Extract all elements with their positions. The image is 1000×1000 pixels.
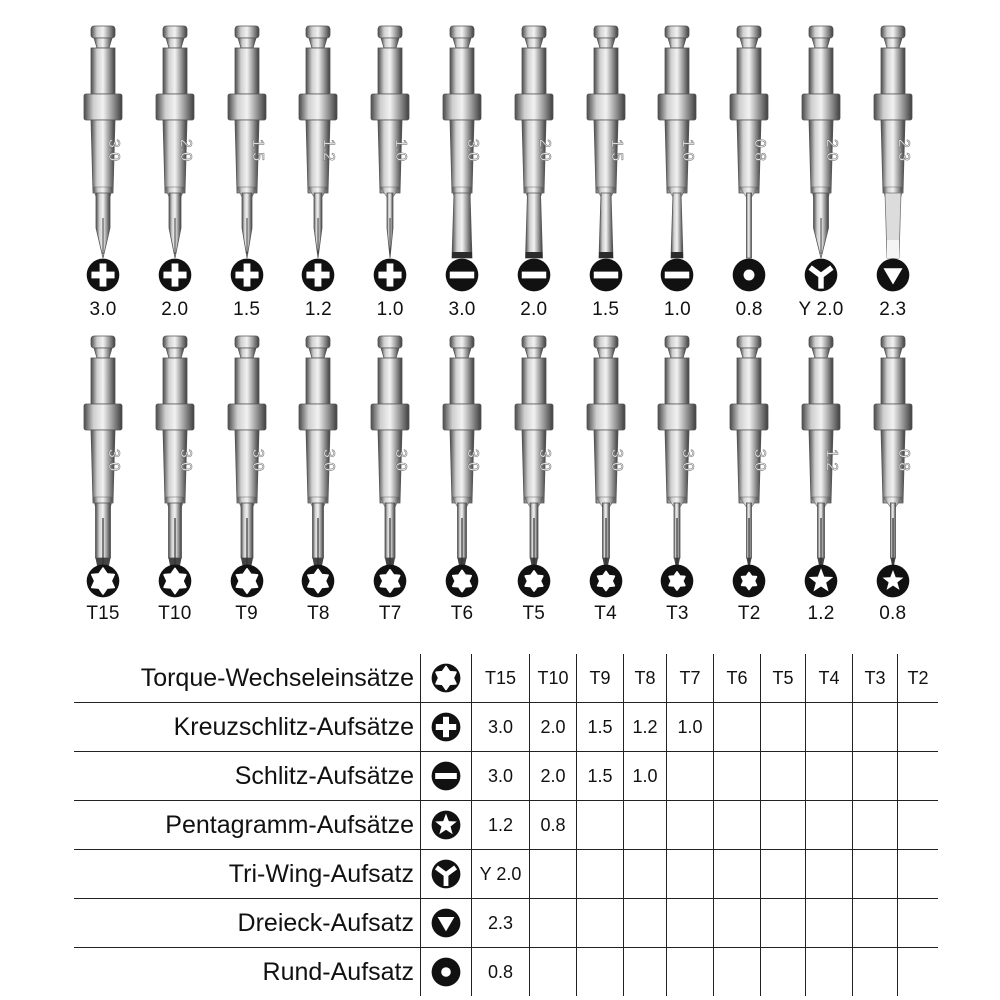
screwdriver-bit <box>857 328 929 628</box>
table-cell: T10 <box>530 654 577 703</box>
bit-engraving: 1.0 <box>679 138 697 162</box>
table-cell: 2.3 <box>472 899 530 948</box>
table-cell: T5 <box>761 654 806 703</box>
screwdriver-bit <box>857 18 929 318</box>
triangle-icon <box>421 899 472 948</box>
bit-engraving: 2.0 <box>535 138 553 162</box>
table-cell <box>761 703 806 752</box>
phillips-icon <box>158 258 192 292</box>
table-cell: T4 <box>806 654 853 703</box>
table-cell <box>898 801 939 850</box>
slotted-icon <box>589 258 623 292</box>
bit-engraving: 0.8 <box>751 138 769 162</box>
table-cell: T6 <box>714 654 761 703</box>
bit-engraving: 3.0 <box>679 448 697 472</box>
bit-engraving: 1.0 <box>392 138 410 162</box>
table-cell <box>806 899 853 948</box>
bit-size-label: 1.5 <box>233 299 261 320</box>
table-cell <box>806 948 853 997</box>
table-cell: T2 <box>898 654 939 703</box>
table-cell <box>714 752 761 801</box>
screwdriver-bit <box>641 18 713 318</box>
table-cell: 3.0 <box>472 703 530 752</box>
phillips-icon <box>373 258 407 292</box>
table-cell <box>806 752 853 801</box>
slotted-icon <box>660 258 694 292</box>
pentalobe-icon <box>876 564 910 598</box>
table-cell: T9 <box>577 654 624 703</box>
table-cell <box>714 948 761 997</box>
table-cell: 1.2 <box>624 703 667 752</box>
table-cell: 3.0 <box>472 752 530 801</box>
table-cell <box>577 899 624 948</box>
screwdriver-bit <box>67 328 139 628</box>
bit-size-label: Y 2.0 <box>798 299 844 320</box>
table-cell <box>853 948 898 997</box>
bit-size-label: T3 <box>666 603 689 624</box>
table-cell: T15 <box>472 654 530 703</box>
screwdriver-bit <box>211 328 283 628</box>
table-cell: 2.0 <box>530 703 577 752</box>
bit-size-label: T10 <box>158 603 192 624</box>
table-row <box>74 948 938 997</box>
table-cell <box>853 850 898 899</box>
table-cell <box>714 801 761 850</box>
table-cell <box>714 850 761 899</box>
table-cell: 1.0 <box>624 752 667 801</box>
bit-engraving: 3.0 <box>320 448 338 472</box>
table-cell <box>714 703 761 752</box>
torx-icon <box>732 564 766 598</box>
slotted-icon <box>421 752 472 801</box>
torx-icon <box>230 564 264 598</box>
row-label: Rund-Aufsatz <box>262 957 414 986</box>
table-cell: 1.0 <box>667 703 714 752</box>
table-cell <box>577 948 624 997</box>
bit-engraving: 1.5 <box>607 138 625 162</box>
table-cell <box>806 850 853 899</box>
row-label: Tri-Wing-Aufsatz <box>74 850 421 899</box>
row-label: Kreuzschlitz-Aufsätze <box>74 703 421 752</box>
bit-size-label: 0.8 <box>879 603 907 624</box>
screwdriver-bit <box>211 18 283 318</box>
table-cell <box>761 899 806 948</box>
torx-icon <box>86 564 120 598</box>
bit-engraving: 3.0 <box>464 138 481 162</box>
screwdriver-bit <box>713 328 785 628</box>
bit-engraving: 3.0 <box>392 448 410 472</box>
table-cell: 2.0 <box>530 752 577 801</box>
screwdriver-bit <box>570 328 642 628</box>
table-cell <box>530 899 577 948</box>
table-cell <box>806 801 853 850</box>
bit-size-label: T4 <box>594 603 617 624</box>
bit-engraving: 3.0 <box>751 448 769 472</box>
torx-icon <box>421 654 472 703</box>
torx-icon <box>589 564 623 598</box>
row-label: Torque-Wechseleinsätze <box>74 654 421 703</box>
table-cell <box>806 703 853 752</box>
bit-engraving: 1.2 <box>320 138 338 162</box>
bit-size-label: 1.2 <box>304 299 332 320</box>
bit-size-label: 0.8 <box>735 299 763 320</box>
torx-icon <box>158 564 192 598</box>
table-row <box>74 703 938 752</box>
round-icon <box>732 258 766 292</box>
bit-engraving: 3.0 <box>464 448 481 472</box>
bit-size-label: 1.0 <box>663 299 691 320</box>
bit-engraving: 2.0 <box>823 138 840 162</box>
bit-size-label: 1.2 <box>807 603 835 624</box>
bit-spec-table <box>74 654 938 996</box>
table-cell <box>898 948 939 997</box>
bit-engraving: 3.0 <box>105 138 122 162</box>
table-row <box>74 801 938 850</box>
row-label: Schlitz-Aufsätze <box>74 752 421 801</box>
table-row <box>74 899 938 948</box>
slotted-icon <box>517 258 551 292</box>
bits-row-bottom <box>0 328 1000 628</box>
table-cell <box>667 899 714 948</box>
table-cell <box>667 752 714 801</box>
table-cell <box>853 801 898 850</box>
torx-icon <box>517 564 551 598</box>
table-cell: T3 <box>853 654 898 703</box>
table-cell: Y 2.0 <box>472 850 530 899</box>
phillips-icon <box>86 258 120 292</box>
bit-size-label: T7 <box>378 603 402 624</box>
bits-row-top <box>0 18 1000 328</box>
bit-size-label: T5 <box>522 603 546 624</box>
torx-icon <box>445 564 479 598</box>
table-cell <box>898 850 939 899</box>
row-label: Pentagramm-Aufsätze <box>74 801 421 850</box>
bit-size-label: 2.0 <box>161 299 189 320</box>
table-cell <box>530 948 577 997</box>
bit-size-label: T15 <box>86 603 120 624</box>
table-cell: 1.5 <box>577 703 624 752</box>
screwdriver-bit <box>67 18 139 318</box>
bit-size-label: 1.0 <box>376 299 404 320</box>
bit-size-label: T2 <box>737 603 761 624</box>
bit-size-label: 2.0 <box>520 299 548 320</box>
row-label: Dreieck-Aufsatz <box>74 899 421 948</box>
screwdriver-bit <box>426 18 498 318</box>
bit-engraving: 3.0 <box>176 448 194 472</box>
bit-engraving: 3.0 <box>535 448 553 472</box>
screwdriver-bit <box>282 18 354 318</box>
table-cell: 0.8 <box>472 948 530 997</box>
screwdriver-bit <box>713 18 785 318</box>
tri-wing-icon <box>804 258 838 292</box>
phillips-icon <box>230 258 264 292</box>
table-row <box>74 654 938 703</box>
slotted-icon <box>445 258 479 292</box>
screwdriver-bit <box>785 328 857 628</box>
table-cell <box>667 801 714 850</box>
torx-icon <box>301 564 335 598</box>
pentalobe-icon <box>421 801 472 850</box>
bit-engraving: 0.8 <box>894 448 912 472</box>
table-cell <box>624 801 667 850</box>
table-cell: T7 <box>667 654 714 703</box>
table-cell <box>624 948 667 997</box>
table-cell <box>577 801 624 850</box>
round-icon <box>421 948 472 997</box>
bit-size-label: 3.0 <box>89 299 117 320</box>
screwdriver-bit <box>641 328 713 628</box>
table-cell <box>667 948 714 997</box>
table-cell <box>898 899 939 948</box>
table-cell <box>714 899 761 948</box>
screwdriver-bit <box>426 328 498 628</box>
table-cell <box>853 752 898 801</box>
screwdriver-bit <box>139 328 211 628</box>
table-cell <box>853 899 898 948</box>
table-cell <box>530 850 577 899</box>
pentalobe-icon <box>804 564 838 598</box>
bit-engraving: 2.3 <box>894 138 912 162</box>
bit-size-label: 3.0 <box>448 299 476 320</box>
table-cell: 1.5 <box>577 752 624 801</box>
table-cell <box>853 703 898 752</box>
bit-engraving: 1.5 <box>248 138 266 162</box>
table-cell: 0.8 <box>530 801 577 850</box>
phillips-icon <box>421 703 472 752</box>
table-cell <box>624 899 667 948</box>
bit-engraving: 1.2 <box>823 448 840 472</box>
bit-engraving: 2.0 <box>176 138 194 162</box>
triangle-icon <box>876 258 910 292</box>
bit-size-label: T8 <box>307 603 330 624</box>
screwdriver-bit <box>498 328 570 628</box>
tri-wing-icon <box>421 850 472 899</box>
bit-size-label: 2.3 <box>879 299 907 320</box>
torx-icon <box>660 564 694 598</box>
table-cell <box>577 850 624 899</box>
bit-engraving: 3.0 <box>105 448 122 472</box>
bit-engraving: 3.0 <box>248 448 266 472</box>
screwdriver-bit <box>354 18 426 318</box>
table-cell <box>761 801 806 850</box>
table-row <box>74 850 938 899</box>
table-cell <box>761 948 806 997</box>
screwdriver-bit <box>570 18 642 318</box>
bit-engraving: 3.0 <box>607 448 625 472</box>
screwdriver-bit <box>354 328 426 628</box>
table-cell: 1.2 <box>472 801 530 850</box>
bit-size-label: T9 <box>235 603 258 624</box>
table-cell <box>898 752 939 801</box>
screwdriver-bit <box>498 18 570 318</box>
bit-size-label: 1.5 <box>592 299 620 320</box>
screwdriver-bit <box>139 18 211 318</box>
bit-size-label: T6 <box>450 603 474 624</box>
table-cell <box>761 850 806 899</box>
phillips-icon <box>301 258 335 292</box>
screwdriver-bit <box>785 18 857 318</box>
table-cell <box>667 850 714 899</box>
table-cell <box>624 850 667 899</box>
table-cell <box>761 752 806 801</box>
screwdriver-bit <box>282 328 354 628</box>
table-cell: T8 <box>624 654 667 703</box>
torx-icon <box>373 564 407 598</box>
table-row <box>74 752 938 801</box>
table-cell <box>898 703 939 752</box>
